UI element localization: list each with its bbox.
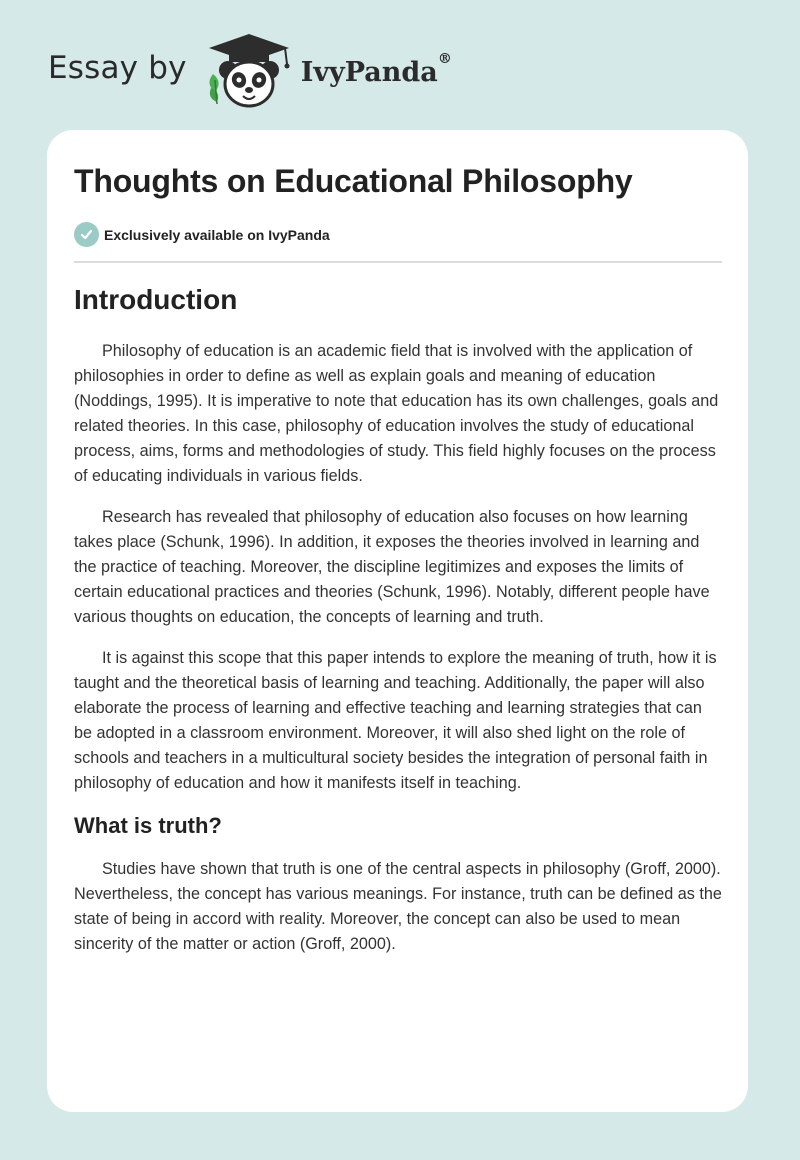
divider [74,261,722,263]
exclusive-badge [74,222,330,247]
essay-card [47,130,748,1112]
registered-mark: ® [437,50,452,67]
section-heading-introduction: Introduction [74,284,238,315]
check-icon [74,222,99,247]
paragraph: It is against this scope that this paper intends to explore the meaning of truth, how it is taught and the theoretical basis of learning and teaching. Additionally, the paper will also elaborate the process of learning and effective teaching and learning strategies that can be adopted in a classroom environment. Moreover, it will also shed light on the role of schools and teachers in a multicultural society besides the integration of personal faith in philosophy of education and how it manifests itself in teaching. [74,649,717,792]
brand-name[interactable] [300,50,452,88]
section-heading-truth: What is truth? [74,813,222,838]
paragraph: Studies have shown that truth is one of the central aspects in philosophy (Groff, 2000). Nevertheless, the concept has various meanings. For instance, truth can be defined as the state of being in accord with reality. Moreover, the concept can also be used to mean sincerity of the matter or action (Groff, 2000). [74,860,722,953]
paragraph: Philosophy of education is an academic field that is involved with the application of philosophies in order to define as well as explain goals and meaning of education (Noddings, 1995). It is imperative to note that education has its own challenges, goals and related theories. In this case, philosophy of education involves the study of educational process, aims, forms and methodologies of study. This field highly focuses on the process of educating individuals in various fields. [74,342,719,485]
exclusive-badge-label: Exclusively available on IvyPanda [104,226,330,243]
page-title: Thoughts on Educational Philosophy [74,163,633,199]
paragraph: Research has revealed that philosophy of education also focuses on how learning takes place (Schunk, 1996). In addition, it exposes the theories involved in learning and the practice of teaching. Moreover, the discipline legitimizes and exposes the limits of certain educational practices and theories (Schunk, 1996). Notably, different people have various thoughts on education, the concepts of learning and truth. [74,508,710,626]
site-header [48,30,452,110]
essay-by-label: Essay by [48,50,187,86]
essay-body [74,282,724,973]
brand-label: IvyPanda [300,56,438,88]
panda-logo-icon[interactable] [201,30,297,110]
